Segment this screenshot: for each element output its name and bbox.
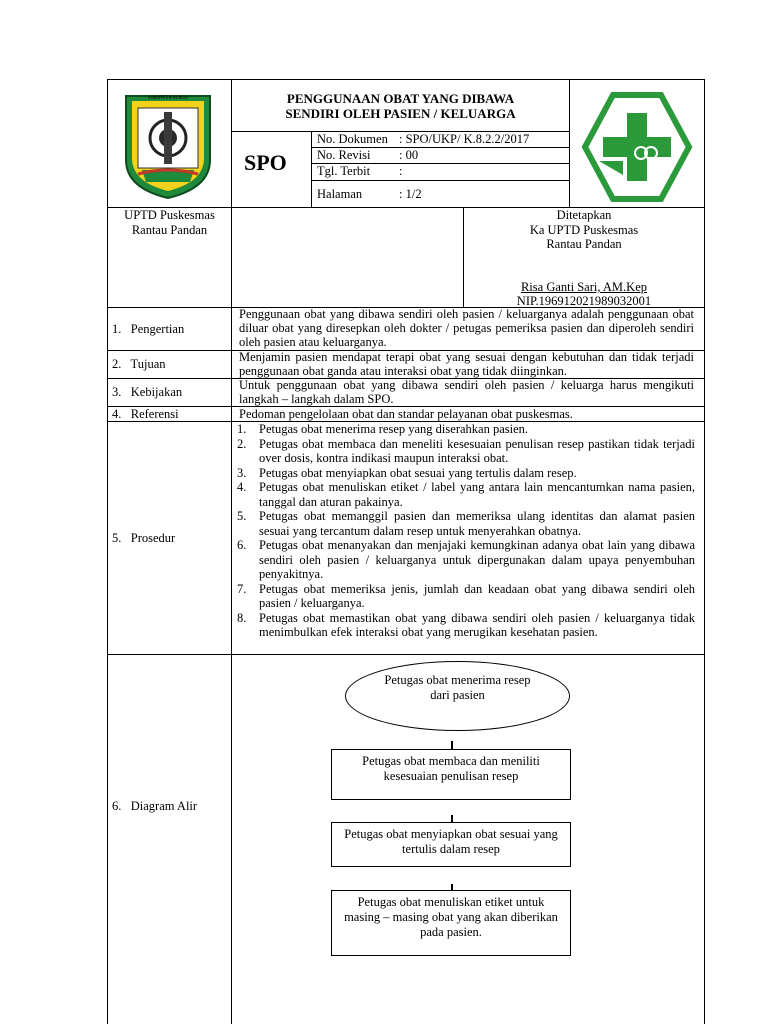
rule-prosedur-bottom [107,654,705,655]
prosedur-list [233,422,695,640]
prosedur-step [233,422,695,437]
flow-step-4: Petugas obat menuliskan etiket untuk masing – masing obat yang akan diberikan pada pasien. [331,890,571,956]
label-kebijakan: 3. Kebijakan [112,385,183,399]
prosedur-step-text: Petugas obat memanggil pasien dan memeriksa ulang identitas dan alamat pasien sesuai yang tercantum dalam resep untuk menyerahkan obatnya. [259,509,695,538]
ka-line-2: Rantau Pandan [546,237,622,251]
flow-step-3: Petugas obat menyiapkan obat sesuai yang tertulis dalam resep [331,822,571,867]
signer-nip: NIP.196912021989032001 [516,294,652,308]
meta-tgl-value: : [399,164,403,178]
col-divider-left [231,79,232,1024]
prosedur-step [233,582,695,611]
prosedur-step-text: Petugas obat menuliskan etiket / label yang antara lain mencantumkan nama pasien, tanggal dan aturan pakainya. [259,480,695,509]
prosedur-steps [233,422,695,640]
col-divider-logo [569,79,570,208]
rule-meta-3 [311,180,569,181]
meta-doc-label: No. Dokumen [317,132,388,146]
prosedur-step-number: 2. [237,436,247,451]
prosedur-step-text: Petugas obat menanyakan dan menjajaki kemungkinan adanya obat lain yang dibawa sendiri oleh pasien / keluarganya untuk dipergunakan dalam upaya penyembuhan penyakitnya. [259,538,695,581]
prosedur-step-text: Petugas obat menerima resep yang diserahkan pasien. [259,422,529,436]
prosedur-step-text: Petugas obat menyiapkan obat sesuai yang tertulis dalam resep. [259,465,577,480]
label-referensi: 4. Referensi [112,407,179,421]
text-kebijakan: Untuk penggunaan obat yang dibawa sendiri oleh pasien / keluarga harus mengikuti langkah – langkah dalam SPO. [239,378,694,406]
col-divider-spo [311,131,312,208]
prosedur-step [233,437,695,466]
text-pengertian: Penggunaan obat yang dibawa sendiri oleh pasien / keluarganya adalah penggunaan obat diluar obat yang diresepkan oleh dokter / petugas pemeriksa pasien dan diperoleh sendiri oleh pasien atau keluarganya. [239,307,694,349]
kabupaten-logo [124,90,212,200]
label-tujuan: 2. Tujuan [112,357,166,371]
prosedur-step [233,611,695,640]
prosedur-step-text: Petugas obat membaca dan meneliti kesesuaian penulisan resep pastikan tidak terjadi over dosis, kontra indikasi maupun interaksi obat. [259,436,695,465]
label-pengertian: 1. Pengertian [112,322,185,336]
prosedur-step-number: 4. [237,480,247,494]
prosedur-step-number: 5. [237,509,247,523]
document-title [232,91,569,121]
ka-line-1: Ka UPTD Puskesmas [529,222,639,237]
title-line-1: PENGGUNAAN OBAT YANG DIBAWA [286,91,515,106]
unit-line-2: Rantau Pandan [131,222,208,237]
border-top [107,79,705,80]
approval-block [464,208,704,252]
prosedur-step-number: 7. [237,581,247,596]
meta-hal-label: Halaman [317,187,363,201]
prosedur-step-text: Petugas obat memeriksa jenis, jumlah dan keadaan obat yang dibawa sendiri oleh pasien / keluarganya. [259,581,695,610]
puskesmas-logo [581,91,693,203]
label-prosedur: 5. Prosedur [112,531,176,545]
prosedur-step-number: 3. [237,465,247,480]
prosedur-step [233,466,695,481]
text-tujuan: Menjamin pasien mendapat terapi obat yang sesuai dengan kebutuhan dan tidak terjadi penggunaan obat ganda atau interaksi obat yang tidak diinginkan. [239,350,694,378]
title-line-2: SENDIRI OLEH PASIEN / KELUARGA [285,106,516,121]
flow-step-2: Petugas obat membaca dan meniliti kesesuaian penulisan resep [331,749,571,800]
unit-line-1: UPTD Puskesmas [124,208,215,222]
spo-label: SPO [244,150,287,175]
border-right [704,79,705,1024]
prosedur-step-number: 1. [237,422,247,436]
prosedur-step [233,538,695,582]
unit-name [108,208,231,237]
text-referensi: Pedoman pengelolaan obat dan standar pelayanan obat puskesmas. [239,407,573,421]
flow-start-text: Petugas obat menerima resep dari pasien [384,673,531,702]
label-diagram: 6. Diagram Alir [112,799,198,813]
meta-doc-value: : SPO/UKP/ K.8.2.2/2017 [399,132,530,146]
prosedur-step-number: 8. [237,610,247,625]
prosedur-step-text: Petugas obat memastikan obat yang dibawa sendiri oleh pasien / keluarganya tidak menimbulkan efek interaksi obat yang merugikan kesehatan pasien. [259,610,695,639]
logo-caption: KABUPATEN BUNGO [148,95,188,100]
meta-rev-label: No. Revisi [317,148,371,162]
prosedur-step-number: 6. [237,538,247,552]
meta-rev-value: : 00 [399,148,419,162]
prosedur-step [233,480,695,509]
signer-name: Risa Ganti Sari, AM.Kep [520,280,648,294]
prosedur-step [233,509,695,538]
ditetapkan-label: Ditetapkan [556,208,612,222]
meta-tgl-label: Tgl. Terbit [317,164,371,178]
meta-hal-value: : 1/2 [399,187,422,201]
